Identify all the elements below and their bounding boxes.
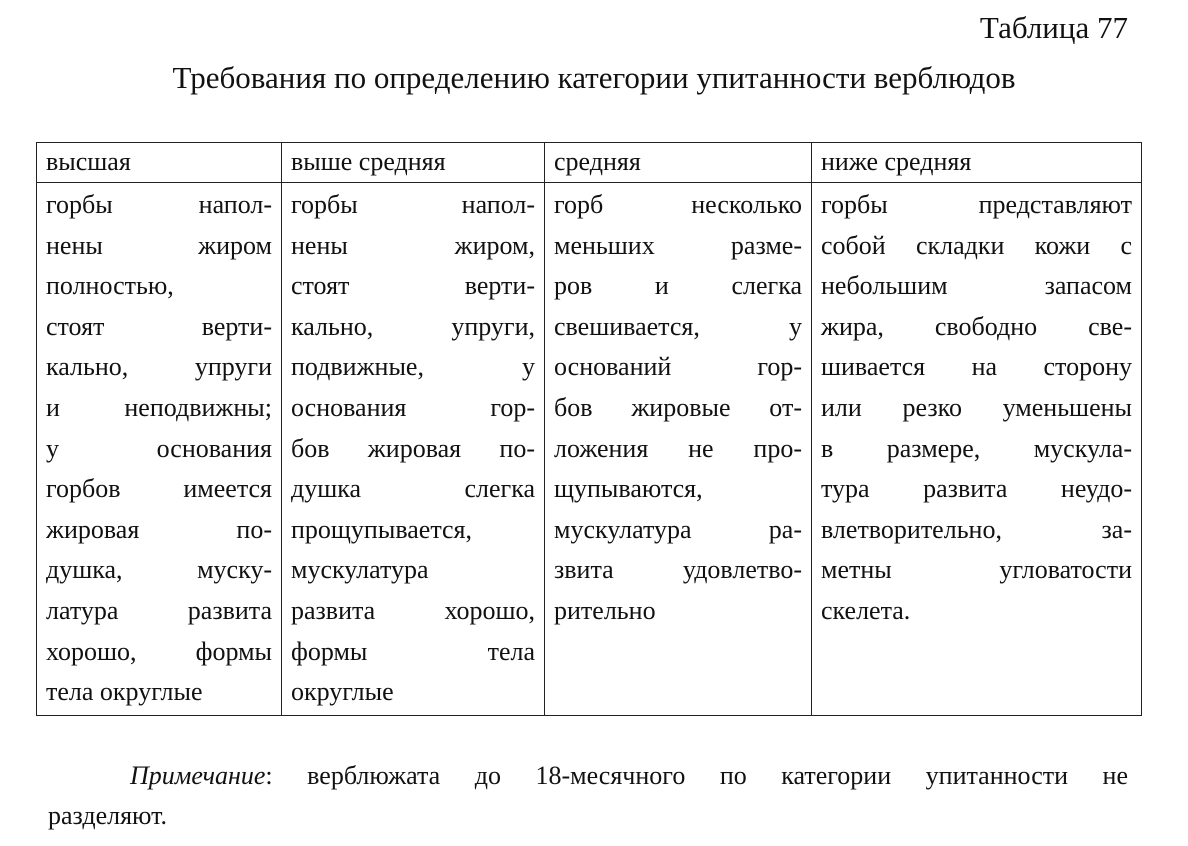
cell-text-line: щупываются,: [554, 474, 703, 504]
cell-text-line: скелета.: [821, 595, 911, 625]
cell-average: [545, 183, 812, 716]
cell-text-line: прощупывается,: [291, 514, 473, 544]
cell-text-line: бов жировые от-: [554, 392, 802, 422]
table-header-row: [37, 143, 1142, 183]
cell-text-line: нены жиром,: [291, 230, 535, 260]
cell-above-average: [282, 183, 545, 716]
cell-text-line: душка слегка: [291, 474, 535, 504]
cell-text-line: влетворительно, за-: [821, 514, 1132, 544]
cell-text-line: меньших разме-: [554, 230, 802, 260]
cell-text-line: оснований гор-: [554, 352, 802, 382]
cell-text-line: полностью,: [46, 271, 174, 301]
cell-text-line: метны угловатости: [821, 555, 1132, 585]
cell-text-line: шивается на сторону: [821, 352, 1132, 382]
cell-text-line: жировая по-: [46, 514, 272, 544]
cell-text-line: или резко уменьшены: [821, 392, 1132, 422]
cell-text-line: горбы представляют: [821, 190, 1132, 219]
header-average: средняя: [545, 143, 812, 183]
cell-text-line: ров и слегка: [554, 271, 802, 301]
note-second-line: разделяют.: [48, 801, 168, 830]
table-title: Требования по определению категории упитанности верблюдов: [172, 60, 1016, 95]
cell-text-line: мускулатура: [291, 555, 429, 585]
note-text: : верблюжата до 18-месячного по категории упитанности не: [265, 761, 1128, 790]
cell-text-line: рительно: [554, 595, 656, 625]
cell-text-line: хорошо, формы: [46, 636, 272, 666]
cell-text-line: округлые: [291, 677, 394, 707]
cell-text-line: душка, муску-: [46, 555, 272, 585]
note-label: Примечание: [130, 761, 266, 790]
cell-text-line: свешивается, у: [554, 311, 802, 341]
cell-text-line: тела округлые: [46, 677, 203, 707]
cell-text-line: горб несколько: [554, 190, 802, 219]
cell-text-line: жира, свободно све-: [821, 311, 1132, 341]
cell-text-line: мускулатура ра-: [554, 514, 802, 544]
header-below-average: ниже средняя: [812, 143, 1142, 183]
cell-text-line: горбы напол-: [291, 190, 535, 219]
cell-text-line: развита хорошо,: [291, 595, 535, 625]
cell-text-line: у основания: [46, 433, 272, 463]
header-above-average: выше средняя: [282, 143, 545, 183]
cell-text-line: подвижные, у: [291, 352, 535, 382]
note-first-line: [48, 756, 1128, 796]
cell-text-line: небольшим запасом: [821, 271, 1132, 301]
cell-text-line: горбов имеется: [46, 474, 272, 504]
cell-below-average: [812, 183, 1142, 716]
cell-text-line: горбы напол-: [46, 190, 272, 219]
cell-text-line: кально, упруги: [46, 352, 272, 382]
fatness-category-table: [36, 142, 1142, 716]
cell-text-line: стоят верти-: [291, 271, 535, 301]
cell-text-line: бов жировая по-: [291, 433, 535, 463]
cell-text-line: формы тела: [291, 636, 535, 666]
cell-text-line: ложения не про-: [554, 433, 802, 463]
cell-text-line: латура развита: [46, 595, 272, 625]
cell-text-line: в размере, мускула-: [821, 433, 1132, 463]
cell-highest: [37, 183, 282, 716]
header-highest: высшая: [37, 143, 282, 183]
cell-text-line: кально, упруги,: [291, 311, 535, 341]
table-number: Таблица 77: [979, 10, 1128, 45]
table-note: [48, 756, 1128, 836]
cell-text-line: нены жиром: [46, 230, 272, 260]
cell-text-line: собой складки кожи с: [821, 230, 1132, 260]
cell-text-line: стоят верти-: [46, 311, 272, 341]
table-row: [37, 183, 1142, 716]
cell-text-line: тура развита неудо-: [821, 474, 1132, 504]
cell-text-line: звита удовлетво-: [554, 555, 802, 585]
cell-text-line: основания гор-: [291, 392, 535, 422]
cell-text-line: и неподвижны;: [46, 392, 272, 422]
